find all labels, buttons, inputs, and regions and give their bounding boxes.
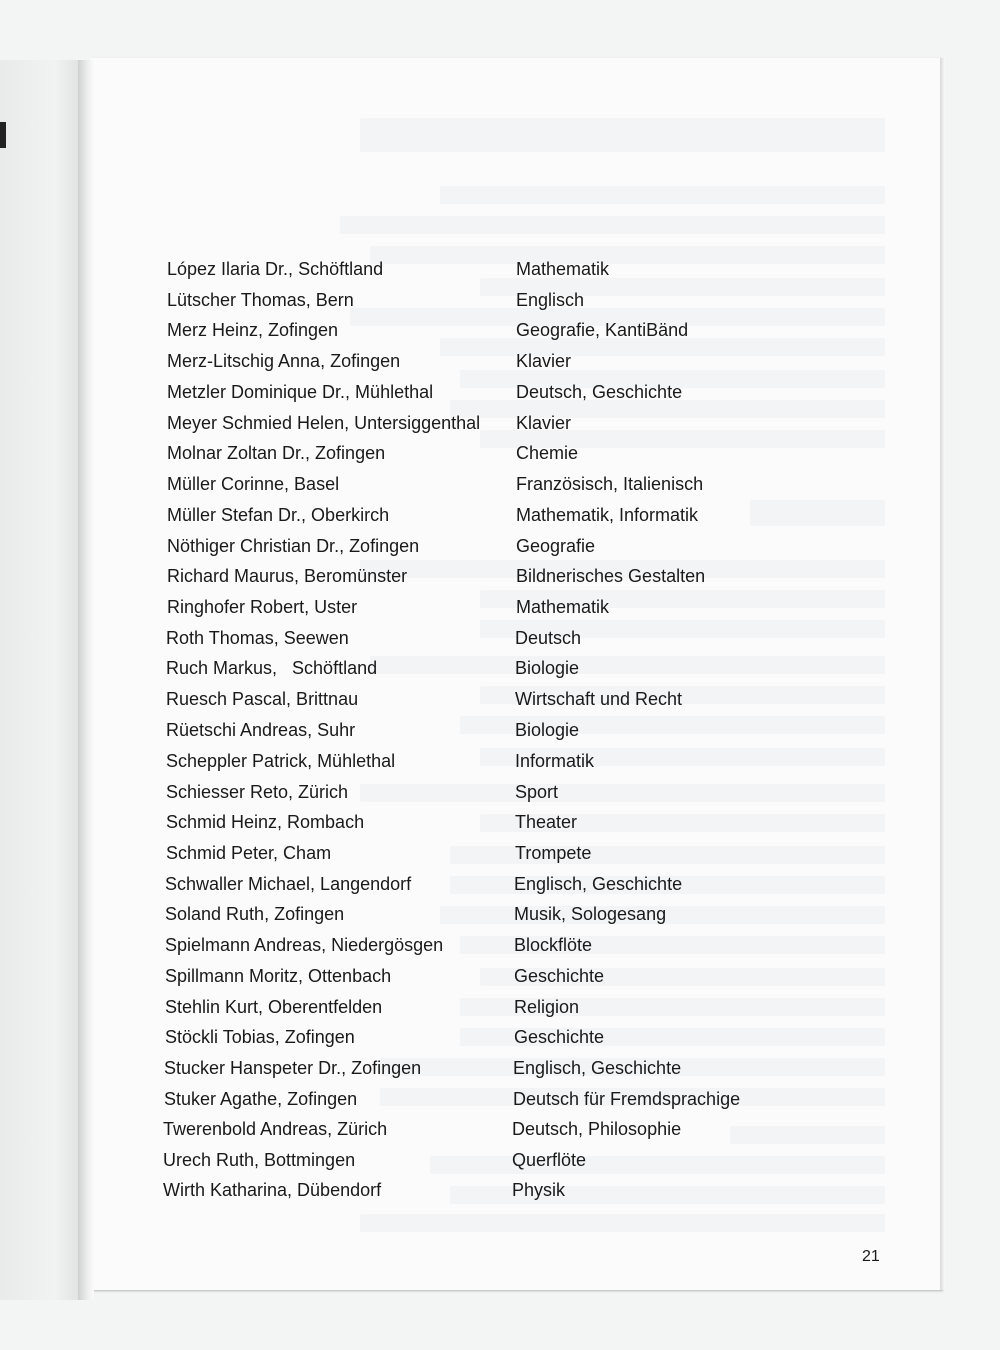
list-item (167, 561, 787, 591)
teacher-name: Roth Thomas, Seewen (166, 628, 349, 648)
teacher-subject: Geografie (516, 536, 596, 556)
list-item (167, 592, 787, 622)
teacher-subject: Französisch, Italienisch (516, 474, 704, 494)
teacher-subject: Englisch, Geschichte (514, 874, 683, 894)
teacher-subject: Deutsch (515, 628, 582, 648)
list-item (163, 1145, 783, 1175)
list-item (166, 715, 786, 745)
list-item (167, 315, 787, 345)
teacher-name: Molnar Zoltan Dr., Zofingen (167, 443, 386, 463)
teacher-name: Stehlin Kurt, Oberentfelden (165, 997, 383, 1017)
teacher-subject: Musik, Sologesang (514, 904, 667, 924)
teacher-name: Rüetschi Andreas, Suhr (166, 720, 356, 740)
teacher-name: Twerenbold Andreas, Zürich (163, 1119, 388, 1139)
list-item (166, 838, 786, 868)
teacher-name: Richard Maurus, Beromünster (167, 566, 408, 586)
teacher-subject: Deutsch, Philosophie (512, 1119, 682, 1139)
list-item (167, 469, 787, 499)
teacher-name: Schmid Heinz, Rombach (166, 812, 365, 832)
teacher-subject: Querflöte (512, 1150, 587, 1170)
page-number: 21 (862, 1248, 880, 1265)
teacher-subject: Trompete (515, 843, 592, 863)
teacher-name: Wirth Katharina, Dübendorf (163, 1180, 382, 1200)
teacher-subject: Physik (512, 1180, 566, 1200)
list-item (164, 1053, 784, 1083)
list-item (167, 285, 787, 315)
teacher-subject: Wirtschaft und Recht (515, 689, 683, 709)
list-item (164, 1084, 784, 1114)
teacher-subject: Geschichte (514, 966, 605, 986)
list-item (165, 930, 785, 960)
teacher-subject: Geschichte (514, 1027, 605, 1047)
list-item (167, 531, 787, 561)
teacher-subject: Mathematik (516, 259, 610, 279)
teacher-name: Merz-Litschig Anna, Zofingen (167, 351, 401, 371)
teacher-subject: Informatik (515, 751, 595, 771)
list-item (166, 807, 786, 837)
list-item (165, 869, 785, 899)
teacher-name: López Ilaria Dr., Schöftland (167, 259, 384, 279)
teacher-subject: Englisch, Geschichte (513, 1058, 682, 1078)
list-item (165, 1022, 785, 1052)
teacher-subject: Klavier (516, 351, 572, 371)
teacher-name: Ringhofer Robert, Uster (167, 597, 358, 617)
teacher-name: Schwaller Michael, Langendorf (165, 874, 412, 894)
teacher-name: Merz Heinz, Zofingen (167, 320, 339, 340)
list-item (163, 1175, 783, 1205)
teacher-name: Spielmann Andreas, Niedergösgen (165, 935, 444, 955)
teacher-subject: Bildnerisches Gestalten (516, 566, 706, 586)
teacher-name: Metzler Dominique Dr., Mühlethal (167, 382, 434, 402)
list-item (166, 623, 786, 653)
teacher-name: Meyer Schmied Helen, Untersiggenthal (167, 413, 481, 433)
list-item (167, 346, 787, 376)
teacher-name: Stöckli Tobias, Zofingen (165, 1027, 355, 1047)
teacher-subject: Deutsch, Geschichte (516, 382, 683, 402)
teacher-name: Spillmann Moritz, Ottenbach (165, 966, 392, 986)
list-item (165, 992, 785, 1022)
list-item (166, 777, 786, 807)
teacher-subject: Englisch (516, 290, 585, 310)
teacher-name: Lütscher Thomas, Bern (167, 290, 354, 310)
list-item (167, 408, 787, 438)
teacher-name: Scheppler Patrick, Mühlethal (166, 751, 396, 771)
teacher-subject: Biologie (515, 720, 580, 740)
teacher-subject: Mathematik, Informatik (516, 505, 699, 525)
teacher-subject: Theater (515, 812, 578, 832)
teacher-name: Ruch Markus, Schöftland (166, 658, 378, 678)
teacher-subject: Klavier (516, 413, 572, 433)
teacher-subject: Blockflöte (514, 935, 593, 955)
list-item (166, 684, 786, 714)
teacher-subject: Mathematik (516, 597, 610, 617)
teacher-name: Schmid Peter, Cham (166, 843, 332, 863)
list-item (165, 899, 785, 929)
teacher-name: Müller Corinne, Basel (167, 474, 340, 494)
list-item (165, 961, 785, 991)
list-item (167, 500, 787, 530)
list-item (167, 377, 787, 407)
teacher-name: Nöthiger Christian Dr., Zofingen (167, 536, 420, 556)
teacher-subject: Geografie, KantiBänd (516, 320, 689, 340)
teacher-name: Schiesser Reto, Zürich (166, 782, 349, 802)
list-item (166, 746, 786, 776)
teacher-name: Stucker Hanspeter Dr., Zofingen (164, 1058, 422, 1078)
list-item (167, 438, 787, 468)
teacher-name: Ruesch Pascal, Brittnau (166, 689, 359, 709)
teacher-subject: Sport (515, 782, 559, 802)
teacher-name: Soland Ruth, Zofingen (165, 904, 345, 924)
list-item (163, 1114, 783, 1144)
teacher-name: Müller Stefan Dr., Oberkirch (167, 505, 390, 525)
teacher-subject: Biologie (515, 658, 580, 678)
teacher-name: Stuker Agathe, Zofingen (164, 1089, 358, 1109)
teacher-subject: Deutsch für Fremdsprachige (513, 1089, 741, 1109)
list-item (166, 653, 786, 683)
teacher-name: Urech Ruth, Bottmingen (163, 1150, 356, 1170)
teacher-subject: Chemie (516, 443, 579, 463)
teacher-subject: Religion (514, 997, 580, 1017)
list-item (167, 254, 787, 284)
